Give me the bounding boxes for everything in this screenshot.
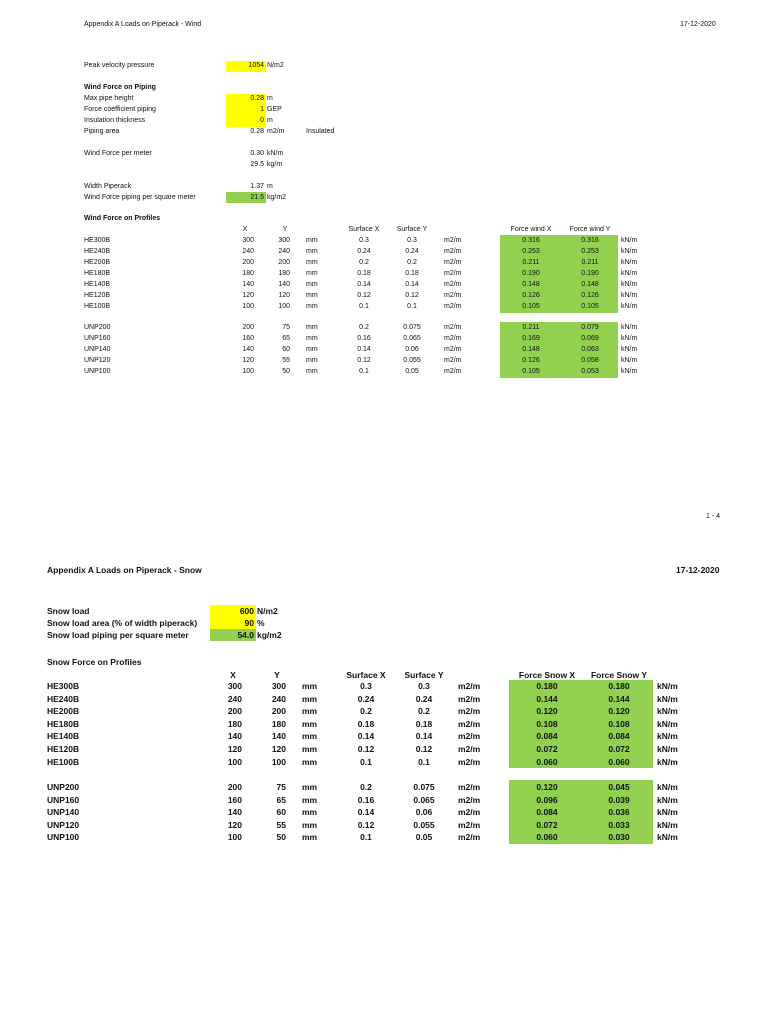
snow-row-funit: kN/m	[657, 832, 678, 843]
wind-row-sx: 0.2	[359, 324, 369, 331]
insulation-value: 0	[260, 117, 264, 124]
snow-row-funit: kN/m	[657, 706, 678, 717]
snow-header-date: 17-12-2020	[676, 565, 720, 575]
wind-force-kg-value: 29.5	[250, 161, 264, 168]
snow-row-name: UNP160	[47, 794, 80, 805]
wind-row-funit: kN/m	[621, 292, 638, 299]
wind-row-y: 100	[278, 303, 290, 310]
snow-row-funit: kN/m	[657, 731, 678, 742]
snow-row-x: 300	[227, 681, 242, 691]
snow-row-y: 200	[271, 706, 286, 717]
wind-force-per-meter-label: Wind Force per meter	[84, 150, 152, 157]
snow-row-x: 180	[227, 718, 242, 729]
wind-row-y: 240	[278, 248, 290, 255]
snow-row-funit: kN/m	[657, 756, 678, 767]
snow-sq-unit: kg/m2	[257, 630, 282, 640]
snow-row-y: 180	[271, 718, 286, 729]
snow-row-funit: kN/m	[657, 693, 678, 704]
wind-row-name: UNP120	[84, 357, 111, 364]
snow-row-sunit: m2/m	[458, 794, 481, 805]
wind-row-sx: 0.18	[357, 270, 371, 277]
snow-row-sunit: m2/m	[458, 718, 481, 729]
snow-sq-label: Snow load piping per square meter	[47, 630, 189, 640]
snow-row-name: HE200B	[47, 706, 80, 717]
snow-row-sx: 0.18	[357, 718, 375, 729]
wind-row-sunit: m2/m	[444, 335, 462, 342]
wind-row-name: HE140B	[84, 281, 111, 288]
snow-row-name: HE100B	[47, 756, 80, 767]
wind-row-sunit: m2/m	[444, 346, 462, 353]
snow-row-fy: 0.084	[608, 731, 630, 742]
wind-row-sunit: m2/m	[444, 368, 462, 375]
wind-row-fx: 0.211	[522, 259, 540, 266]
snow-row-name: HE140B	[47, 731, 80, 742]
force-coef-label: Force coefficient piping	[84, 106, 156, 113]
wind-row-fy: 0.316	[581, 237, 599, 244]
wind-row-sx: 0.1	[359, 368, 369, 375]
snow-row-fx: 0.072	[536, 819, 558, 830]
wind-row-x: 200	[242, 324, 254, 331]
snow-row-funit: kN/m	[657, 718, 678, 729]
wind-row-fx: 0.316	[522, 237, 540, 244]
wind-row-name: HE200B	[84, 259, 111, 266]
snow-row-name: HE180B	[47, 718, 80, 729]
wind-row-sunit: m2/m	[444, 259, 462, 266]
snow-row-sx: 0.3	[360, 681, 372, 691]
wind-col-x: X	[242, 226, 248, 233]
wind-row-y: 55	[282, 357, 290, 364]
snow-row-x: 100	[227, 756, 242, 767]
snow-row-x: 120	[227, 744, 242, 754]
wind-row-y: 65	[282, 335, 290, 342]
wind-row-name: HE240B	[84, 248, 111, 255]
wind-row-y: 300	[278, 237, 290, 244]
snow-row-sunit: m2/m	[458, 782, 481, 792]
wind-row-x: 100	[242, 368, 254, 375]
width-label: Width Piperack	[84, 183, 132, 190]
wind-row-sx: 0.14	[357, 281, 371, 288]
wind-row-fx: 0.148	[522, 346, 540, 353]
insulation-unit: m	[267, 117, 273, 124]
snow-row-sx: 0.2	[360, 706, 372, 717]
snow-row-fy: 0.072	[608, 744, 630, 754]
snow-row-unit: mm	[302, 718, 318, 729]
wind-row-name: HE300B	[84, 237, 111, 244]
wind-row-sunit: m2/m	[444, 292, 462, 299]
snow-row-unit: mm	[302, 832, 318, 843]
snow-load-unit: N/m2	[257, 606, 278, 616]
width-unit: m	[267, 183, 273, 190]
wind-row-name: HE180B	[84, 270, 111, 277]
wind-sq-unit: kg/m2	[267, 194, 287, 201]
snow-row-fx: 0.120	[536, 782, 558, 792]
wind-row-fy: 0.058	[581, 357, 599, 364]
snow-row-sy: 0.055	[413, 819, 435, 830]
wind-row-sunit: m2/m	[444, 237, 462, 244]
wind-row-x: 120	[242, 357, 254, 364]
snow-row-sy: 0.2	[418, 706, 430, 717]
snow-row-y: 75	[276, 782, 286, 792]
snow-row-funit: kN/m	[657, 819, 678, 830]
wind-row-sx: 0.14	[357, 346, 371, 353]
piping-area-note: Insulated	[306, 128, 335, 135]
snow-row-x: 140	[227, 731, 242, 742]
force-coef-value: 1	[260, 106, 264, 113]
wind-row-sunit: m2/m	[444, 248, 462, 255]
width-value: 1.37	[250, 183, 264, 190]
snow-row-x: 200	[227, 782, 242, 792]
wind-row-funit: kN/m	[621, 248, 638, 255]
snow-row-y: 140	[271, 731, 286, 742]
snow-row-x: 140	[227, 807, 242, 818]
wind-row-sy: 0.06	[405, 346, 419, 353]
snow-row-unit: mm	[302, 681, 318, 691]
snow-load-label: Snow load	[47, 606, 90, 616]
snow-col-force-x: Force Snow X	[518, 670, 576, 680]
wind-row-fx: 0.253	[522, 248, 540, 255]
wind-row-name: HE120B	[84, 292, 111, 299]
wind-row-fx: 0.190	[522, 270, 540, 277]
wind-row-y: 75	[282, 324, 290, 331]
snow-row-y: 100	[271, 756, 286, 767]
wind-row-unit: mm	[306, 259, 318, 266]
wind-row-fy: 0.053	[581, 368, 599, 375]
piping-area-label: Piping area	[84, 128, 120, 135]
wind-row-funit: kN/m	[621, 335, 638, 342]
snow-row-sunit: m2/m	[458, 807, 481, 818]
wind-row-sx: 0.1	[359, 303, 369, 310]
piping-area-value: 0.28	[250, 128, 264, 135]
wind-header-date: 17-12-2020	[680, 21, 716, 28]
wind-sq-value: 21.5	[250, 194, 264, 201]
snow-row-sy: 0.14	[415, 731, 433, 742]
snow-row-sx: 0.24	[357, 693, 375, 704]
snow-row-sx: 0.14	[357, 731, 375, 742]
wind-row-y: 120	[278, 292, 290, 299]
wind-row-fx: 0.169	[522, 335, 540, 342]
snow-row-sy: 0.05	[415, 832, 433, 843]
snow-col-surface-y: Surface Y	[404, 670, 444, 680]
wind-row-fy: 0.105	[581, 303, 599, 310]
piping-heading: Wind Force on Piping	[84, 84, 156, 91]
wind-row-funit: kN/m	[621, 270, 638, 277]
page-number: 1 - 4	[706, 513, 721, 520]
wind-row-x: 160	[242, 335, 254, 342]
wind-row-unit: mm	[306, 335, 318, 342]
wind-row-fy: 0.148	[581, 281, 599, 288]
snow-row-fx: 0.144	[536, 693, 558, 704]
wind-row-sunit: m2/m	[444, 270, 462, 277]
snow-row-sy: 0.12	[415, 744, 433, 754]
snow-row-fx: 0.096	[536, 794, 558, 805]
snow-row-sy: 0.065	[413, 794, 435, 805]
wind-row-funit: kN/m	[621, 368, 638, 375]
wind-row-name: UNP160	[84, 335, 111, 342]
snow-load-value: 600	[239, 606, 254, 616]
wind-row-x: 120	[242, 292, 254, 299]
wind-row-funit: kN/m	[621, 357, 638, 364]
snow-row-sunit: m2/m	[458, 744, 481, 754]
peak-unit: N/m2	[267, 62, 284, 69]
snow-row-fx: 0.084	[536, 807, 558, 818]
snow-row-fx: 0.060	[536, 832, 558, 843]
wind-row-name: UNP140	[84, 346, 111, 353]
max-height-label: Max pipe height	[84, 95, 134, 102]
wind-row-unit: mm	[306, 346, 318, 353]
snow-sq-value: 54.0	[237, 630, 254, 640]
snow-row-fy: 0.120	[608, 706, 630, 717]
insulation-label: Insulation thickness	[84, 117, 146, 124]
wind-row-unit: mm	[306, 357, 318, 364]
snow-row-fy: 0.030	[608, 832, 630, 843]
wind-row-fy: 0.079	[581, 324, 599, 331]
snow-row-sy: 0.18	[415, 718, 433, 729]
wind-row-fy: 0.211	[581, 259, 599, 266]
wind-row-y: 200	[278, 259, 290, 266]
wind-row-sunit: m2/m	[444, 324, 462, 331]
wind-row-sx: 0.12	[357, 292, 371, 299]
wind-row-sy: 0.24	[405, 248, 419, 255]
wind-row-unit: mm	[306, 281, 318, 288]
snow-row-x: 200	[227, 706, 242, 717]
wind-row-x: 100	[242, 303, 254, 310]
wind-row-sy: 0.1	[407, 303, 417, 310]
snow-row-name: UNP120	[47, 819, 80, 830]
snow-row-unit: mm	[302, 693, 318, 704]
wind-row-sy: 0.2	[407, 259, 417, 266]
wind-row-funit: kN/m	[621, 324, 638, 331]
snow-row-sx: 0.1	[360, 756, 372, 767]
wind-col-y: Y	[282, 226, 288, 233]
snow-row-y: 120	[271, 744, 286, 754]
wind-row-fx: 0.211	[522, 324, 540, 331]
wind-row-sy: 0.065	[403, 335, 421, 342]
wind-row-sx: 0.24	[357, 248, 371, 255]
snow-row-y: 55	[276, 819, 286, 830]
wind-row-y: 50	[282, 368, 290, 375]
snow-row-sunit: m2/m	[458, 706, 481, 717]
snow-row-y: 240	[271, 693, 286, 704]
snow-row-x: 120	[227, 819, 242, 830]
snow-row-funit: kN/m	[657, 794, 678, 805]
snow-row-sy: 0.075	[413, 782, 435, 792]
wind-row-sy: 0.055	[403, 357, 421, 364]
wind-row-fx: 0.126	[522, 357, 540, 364]
snow-area-value: 90	[244, 618, 254, 628]
wind-row-x: 200	[242, 259, 254, 266]
snow-row-fy: 0.033	[608, 819, 630, 830]
wind-force-kg-unit: kg/m	[267, 161, 283, 168]
snow-row-y: 300	[271, 681, 286, 691]
snow-row-fy: 0.180	[608, 681, 630, 691]
wind-row-x: 180	[242, 270, 254, 277]
wind-row-sy: 0.14	[405, 281, 419, 288]
snow-row-fx: 0.180	[536, 681, 558, 691]
snow-row-fx: 0.120	[536, 706, 558, 717]
snow-row-x: 160	[227, 794, 242, 805]
snow-header-title: Appendix A Loads on Piperack - Snow	[47, 565, 202, 575]
wind-row-sx: 0.2	[359, 259, 369, 266]
snow-area-unit: %	[257, 618, 265, 628]
snow-row-sx: 0.12	[357, 744, 375, 754]
snow-row-fx: 0.084	[536, 731, 558, 742]
snow-row-unit: mm	[302, 706, 318, 717]
snow-row-sy: 0.3	[418, 681, 430, 691]
peak-label: Peak velocity pressure	[84, 62, 155, 69]
snow-row-fy: 0.039	[608, 794, 630, 805]
wind-row-fx: 0.105	[522, 303, 540, 310]
snow-row-funit: kN/m	[657, 807, 678, 818]
snow-row-sx: 0.2	[360, 782, 372, 792]
wind-row-x: 300	[242, 237, 254, 244]
snow-row-x: 100	[227, 832, 242, 843]
snow-row-name: HE120B	[47, 744, 80, 754]
wind-row-name: HE100B	[84, 303, 111, 310]
wind-row-unit: mm	[306, 368, 318, 375]
wind-col-surface-y: Surface Y	[396, 226, 428, 233]
snow-row-name: UNP200	[47, 782, 80, 792]
snow-row-fy: 0.108	[608, 718, 630, 729]
snow-row-fy: 0.036	[608, 807, 630, 818]
wind-row-sx: 0.12	[357, 357, 371, 364]
snow-row-sy: 0.1	[418, 756, 430, 767]
snow-row-sunit: m2/m	[458, 693, 481, 704]
wind-col-force-x: Force wind X	[510, 226, 552, 233]
snow-col-y: Y	[274, 670, 280, 680]
wind-col-surface-x: Surface X	[348, 226, 380, 233]
wind-row-x: 140	[242, 281, 254, 288]
max-height-unit: m	[267, 95, 273, 102]
force-coef-unit: GEP	[267, 106, 282, 113]
snow-row-unit: mm	[302, 819, 318, 830]
snow-row-sunit: m2/m	[458, 681, 481, 691]
wind-row-unit: mm	[306, 248, 318, 255]
snow-row-unit: mm	[302, 744, 318, 754]
snow-area-label: Snow load area (% of width piperack)	[47, 618, 198, 628]
snow-row-fx: 0.108	[536, 718, 558, 729]
snow-row-unit: mm	[302, 756, 318, 767]
snow-row-sx: 0.16	[357, 794, 375, 805]
snow-row-sunit: m2/m	[458, 832, 481, 843]
wind-sq-label: Wind Force piping per square meter	[84, 194, 196, 201]
snow-row-name: HE240B	[47, 693, 80, 704]
wind-col-force-y: Force wind Y	[569, 226, 611, 233]
wind-row-y: 140	[278, 281, 290, 288]
wind-row-fy: 0.190	[581, 270, 599, 277]
peak-value: 1054	[248, 62, 264, 69]
wind-row-sunit: m2/m	[444, 281, 462, 288]
snow-row-unit: mm	[302, 782, 318, 792]
snow-row-sx: 0.12	[357, 819, 375, 830]
snow-row-fy: 0.144	[608, 693, 630, 704]
wind-row-unit: mm	[306, 237, 318, 244]
snow-row-name: UNP100	[47, 832, 80, 843]
snow-profiles-heading: Snow Force on Profiles	[47, 657, 142, 667]
wind-header-title: Appendix A Loads on Piperack - Wind	[84, 21, 202, 28]
wind-row-fy: 0.253	[581, 248, 599, 255]
wind-row-sunit: m2/m	[444, 357, 462, 364]
wind-row-funit: kN/m	[621, 237, 638, 244]
snow-row-sunit: m2/m	[458, 756, 481, 767]
wind-force-kn-unit: kN/m	[267, 150, 284, 157]
wind-row-name: UNP200	[84, 324, 111, 331]
wind-row-x: 140	[242, 346, 254, 353]
wind-row-funit: kN/m	[621, 259, 638, 266]
snow-col-force-y: Force Snow Y	[590, 670, 648, 680]
snow-row-y: 65	[276, 794, 286, 805]
wind-row-fx: 0.105	[522, 368, 540, 375]
snow-row-sy: 0.06	[415, 807, 433, 818]
wind-row-unit: mm	[306, 270, 318, 277]
snow-row-y: 60	[276, 807, 286, 818]
wind-row-y: 60	[282, 346, 290, 353]
snow-row-funit: kN/m	[657, 681, 678, 691]
snow-row-unit: mm	[302, 807, 318, 818]
wind-row-sy: 0.075	[403, 324, 421, 331]
wind-row-fy: 0.126	[581, 292, 599, 299]
wind-row-funit: kN/m	[621, 303, 638, 310]
snow-row-name: UNP140	[47, 807, 80, 818]
wind-force-kn-value: 0.30	[250, 150, 264, 157]
snow-row-fx: 0.060	[536, 756, 558, 767]
wind-profiles-heading: Wind Force on Profiles	[84, 215, 161, 222]
snow-row-fx: 0.072	[536, 744, 558, 754]
snow-row-unit: mm	[302, 731, 318, 742]
wind-row-fy: 0.063	[581, 346, 599, 353]
wind-row-fy: 0.069	[581, 335, 599, 342]
snow-row-y: 50	[276, 832, 286, 843]
snow-row-sx: 0.1	[360, 832, 372, 843]
wind-row-unit: mm	[306, 292, 318, 299]
wind-row-y: 180	[278, 270, 290, 277]
wind-row-funit: kN/m	[621, 346, 638, 353]
wind-row-sy: 0.12	[405, 292, 419, 299]
snow-row-fy: 0.045	[608, 782, 630, 792]
wind-row-unit: mm	[306, 303, 318, 310]
wind-row-x: 240	[242, 248, 254, 255]
wind-row-unit: mm	[306, 324, 318, 331]
snow-row-funit: kN/m	[657, 782, 678, 792]
piping-area-unit: m2/m	[267, 128, 285, 135]
wind-row-sy: 0.18	[405, 270, 419, 277]
wind-row-fx: 0.126	[522, 292, 540, 299]
snow-row-sy: 0.24	[415, 693, 433, 704]
snow-row-unit: mm	[302, 794, 318, 805]
snow-row-sunit: m2/m	[458, 819, 481, 830]
wind-row-funit: kN/m	[621, 281, 638, 288]
wind-row-name: UNP100	[84, 368, 111, 375]
snow-row-sunit: m2/m	[458, 731, 481, 742]
snow-row-x: 240	[227, 693, 242, 704]
snow-row-sx: 0.14	[357, 807, 375, 818]
snow-row-funit: kN/m	[657, 744, 678, 754]
wind-row-fx: 0.148	[522, 281, 540, 288]
wind-row-sx: 0.16	[357, 335, 371, 342]
snow-col-x: X	[230, 670, 236, 680]
snow-row-name: HE300B	[47, 681, 80, 691]
snow-row-fy: 0.060	[608, 756, 630, 767]
wind-row-sx: 0.3	[359, 237, 369, 244]
wind-row-sunit: m2/m	[444, 303, 462, 310]
wind-row-sy: 0.3	[407, 237, 417, 244]
wind-row-sy: 0.05	[405, 368, 419, 375]
max-height-value: 0.28	[250, 95, 264, 102]
snow-col-surface-x: Surface X	[346, 670, 386, 680]
